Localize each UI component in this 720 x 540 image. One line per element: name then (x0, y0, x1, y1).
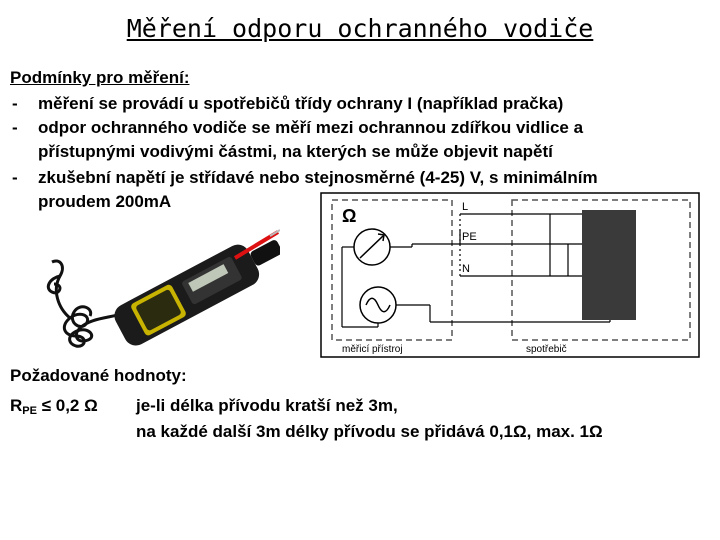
condition-item-1: měření se provádí u spotřebičů třídy ochrany I (například pračka) (38, 94, 564, 113)
coiled-cable (48, 261, 125, 346)
bullet-3: - (12, 168, 18, 187)
bullet-2: - (12, 118, 18, 137)
caption-instrument: měřicí přístroj (342, 344, 403, 355)
bullet-1: - (12, 94, 18, 113)
required-line-2: na každé další 3m délky přívodu se přidává 0,1Ω, max. 1Ω (136, 422, 603, 441)
rpe-condition (10, 396, 98, 418)
page-title: Měření odporu ochranného vodiče (126, 14, 594, 43)
ohm-symbol: Ω (342, 206, 357, 226)
label-L: L (462, 201, 469, 213)
rpe-symbol: R (10, 396, 23, 415)
condition-item-3-line-1: zkušební napětí je střídavé nebo stejnosměrné (4-25) V, s minimálním (38, 168, 598, 187)
conditions-heading: Podmínky pro měření: (10, 68, 190, 87)
label-N: N (462, 263, 470, 275)
condition-item-3-line-2: proudem 200mA (38, 192, 172, 211)
tester-photo (30, 218, 280, 358)
rpe-value: ≤ 0,2 Ω (36, 396, 98, 415)
measurement-diagram (320, 192, 700, 358)
condition-item-2-line-2: přístupnými vodivými částmi, na kterých se může objevit napětí (38, 142, 553, 161)
rpe-subscript: PE (22, 405, 37, 417)
label-PE: PE (462, 231, 477, 243)
caption-appliance: spotřebič (526, 344, 567, 355)
appliance-body (582, 210, 636, 320)
condition-item-2-line-1: odpor ochranného vodiče se měří mezi ochrannou zdířkou vidlice a (38, 118, 584, 137)
required-line-1: je-li délka přívodu kratší než 3m, (136, 396, 398, 415)
required-heading: Požadované hodnoty: (10, 366, 187, 385)
